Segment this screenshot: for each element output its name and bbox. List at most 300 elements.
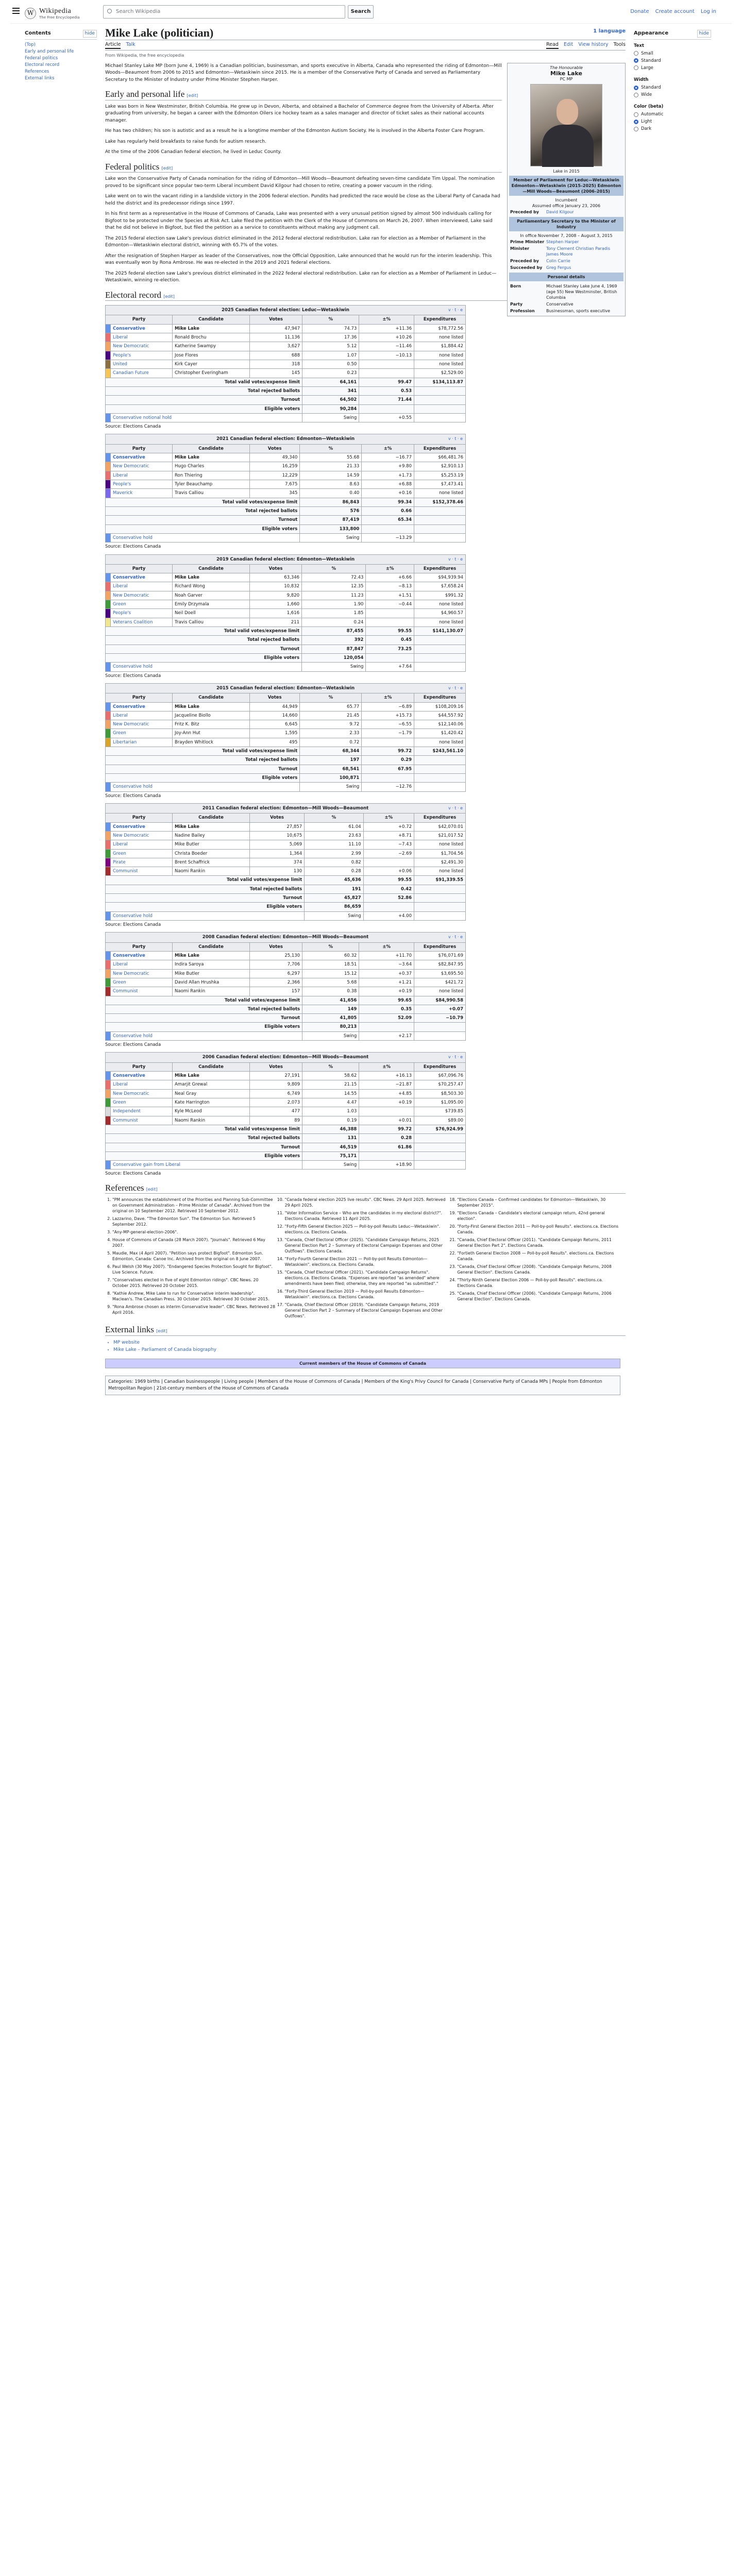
vte-links[interactable]: v · t · e bbox=[448, 685, 463, 690]
election-table bbox=[105, 1052, 466, 1170]
votes-cell: 47,947 bbox=[250, 324, 302, 333]
search-input[interactable] bbox=[103, 5, 345, 19]
table-row bbox=[106, 867, 466, 876]
votes-cell: 25,130 bbox=[250, 951, 302, 960]
reference-item[interactable]: 9. "Rona Ambrose chosen as interim Conservative leader". CBC News. Retrieved 28 April 2016. bbox=[112, 1304, 276, 1315]
reference-item[interactable]: 18. "Elections Canada – Confirmed candidates for Edmonton—Wetaskiwin, 30 September 2015". bbox=[457, 1197, 620, 1208]
party-color-swatch bbox=[106, 462, 111, 471]
votes-cell: 2,073 bbox=[250, 1098, 302, 1107]
toc-item[interactable]: External links bbox=[25, 75, 55, 81]
vte-links[interactable]: v · t · e bbox=[448, 308, 463, 313]
expenditure-cell: $82,847.95 bbox=[414, 960, 466, 969]
party-cell[interactable]: Independent bbox=[111, 1107, 173, 1116]
reference-item[interactable]: 16. "Forty-Third General Election 2019 — Poll-by-poll Results Edmonton—Wetaskiwin". elections.ca. Elections Canada. bbox=[285, 1289, 448, 1300]
infobox-value[interactable]: Greg Fergus bbox=[546, 265, 571, 270]
total-percent: 99.65 bbox=[359, 996, 414, 1005]
party-cell[interactable]: Liberal bbox=[111, 840, 173, 849]
candidate-cell: Ron Thiering bbox=[173, 471, 250, 480]
votes-cell: 44,949 bbox=[250, 702, 300, 711]
expenditure-cell: $3,695.50 bbox=[414, 969, 466, 978]
column-header: Party bbox=[106, 814, 173, 822]
percent-cell: 60.32 bbox=[302, 951, 359, 960]
edit-link[interactable]: [edit] bbox=[146, 1187, 158, 1192]
table-row bbox=[106, 738, 466, 747]
candidate-cell: Kyle McLeod bbox=[173, 1107, 250, 1116]
tab-article[interactable]: Article bbox=[105, 41, 121, 49]
party-cell[interactable]: Green bbox=[111, 600, 173, 609]
candidate-cell: Tyler Beauchamp bbox=[173, 480, 250, 489]
empty-cell bbox=[414, 1161, 466, 1170]
hold-text[interactable]: Conservative gain from Liberal bbox=[111, 1161, 302, 1170]
party-color-swatch bbox=[106, 533, 111, 542]
expenditure-cell: $1,420.42 bbox=[414, 729, 466, 738]
total-votes: 87,847 bbox=[302, 645, 366, 653]
expenditure-cell: $89.00 bbox=[414, 1116, 466, 1125]
percent-cell: 23.63 bbox=[305, 831, 364, 840]
votes-cell: 318 bbox=[250, 360, 302, 368]
hold-text[interactable]: Conservative notional hold bbox=[111, 413, 302, 422]
change-cell: +9.80 bbox=[362, 462, 414, 471]
wikipedia-logo[interactable] bbox=[25, 6, 80, 20]
party-cell[interactable]: People's bbox=[111, 480, 173, 489]
party-color-swatch bbox=[106, 573, 111, 582]
total-expenditure bbox=[414, 386, 466, 395]
reference-item[interactable]: 2. Lazzarino, Dave. "The Edmonton Sun". The Edmonton Sun. Retrieved 5 September 2012. bbox=[112, 1216, 276, 1227]
tab-tools[interactable]: Tools bbox=[613, 41, 626, 47]
total-label: Eligible voters bbox=[106, 404, 302, 413]
percent-cell: 0.72 bbox=[300, 738, 362, 747]
edit-link[interactable]: [edit] bbox=[163, 294, 175, 299]
swing-label[interactable]: Swing bbox=[302, 413, 359, 422]
infobox-key: Profession bbox=[510, 308, 535, 313]
reference-item[interactable]: 6. Paul Welsh (30 May 2007). "Endangered Species Protection Sought for Bigfoot". Live Science. Future. bbox=[112, 1264, 276, 1275]
reference-item[interactable]: 15. "Canada, Chief Electoral Officer (2021). "Candidate Campaign Returns". elections.ca. Elections Canada. "Expenses are reported "as amended" where amendments have been filed; otherwise, they are reported "as submitted"." bbox=[285, 1269, 448, 1286]
appearance-group bbox=[634, 43, 711, 72]
expenditure-cell: none listed bbox=[414, 600, 466, 609]
external-link[interactable]: • MP website bbox=[113, 1339, 626, 1346]
percent-cell: 21.15 bbox=[302, 1080, 359, 1089]
toc-item[interactable]: References bbox=[25, 69, 49, 74]
edit-link[interactable]: [edit] bbox=[156, 1329, 167, 1334]
table-source[interactable]: Source: Elections Canada bbox=[105, 793, 161, 799]
vte-links[interactable]: v · t · e bbox=[448, 556, 463, 562]
table-row bbox=[106, 720, 466, 729]
total-row bbox=[106, 885, 466, 893]
party-cell[interactable]: New Democratic bbox=[111, 969, 173, 978]
percent-cell: 2.33 bbox=[300, 729, 362, 738]
party-cell[interactable]: Green bbox=[111, 729, 173, 738]
column-header: ±% bbox=[362, 693, 414, 702]
candidate-cell: Mike Butler bbox=[173, 840, 250, 849]
table-source[interactable]: Source: Elections Canada bbox=[105, 1042, 161, 1048]
party-cell[interactable]: Liberal bbox=[111, 711, 173, 720]
external-link[interactable]: • Mike Lake – Parliament of Canada biography bbox=[113, 1346, 626, 1353]
total-expenditure: −10.79 bbox=[414, 1014, 466, 1023]
total-row bbox=[106, 516, 466, 524]
infobox-value[interactable]: Stephen Harper bbox=[546, 239, 579, 244]
votes-cell: 10,675 bbox=[250, 831, 305, 840]
election-table bbox=[105, 305, 466, 422]
change-cell: −7.43 bbox=[363, 840, 414, 849]
appearance-group-title: Color (beta) bbox=[634, 104, 664, 110]
swing-label[interactable]: Swing bbox=[302, 1031, 359, 1040]
reference-item[interactable]: 21. "Canada, Chief Electoral Officer (2011). "Candidate Campaign Returns, 2011 General Election Part 2". Elections Canada. bbox=[457, 1237, 620, 1248]
party-cell[interactable]: Conservative bbox=[111, 822, 173, 831]
column-header: Votes bbox=[250, 1062, 302, 1071]
party-cell[interactable]: Liberal bbox=[111, 960, 173, 969]
party-cell[interactable]: Communist bbox=[111, 867, 173, 876]
appearance-radio[interactable] bbox=[634, 64, 711, 72]
reference-item[interactable]: 22. "Fortieth General Election 2008 — Poll-by-poll Results". elections.ca. Elections Canada. bbox=[457, 1250, 620, 1262]
total-row bbox=[106, 386, 466, 395]
swing-label[interactable]: Swing bbox=[300, 783, 362, 791]
total-label: Eligible voters bbox=[106, 903, 305, 911]
vte-links[interactable]: v · t · e bbox=[448, 935, 463, 940]
table-source[interactable]: Source: Elections Canada bbox=[105, 922, 161, 928]
total-label: Total rejected ballots bbox=[106, 885, 305, 893]
reference-item[interactable]: 13. "Canada, Chief Electoral Officer (2025). "Candidate Campaign Returns, 2025 General Election Part 2 – Summary of Electoral Campaign Expenses and Other Outflows". Elections Canada. bbox=[285, 1237, 448, 1254]
candidate-cell: Ronald Brochu bbox=[173, 333, 250, 342]
candidate-cell: Naomi Rankin bbox=[173, 987, 250, 996]
swing-label[interactable]: Swing bbox=[302, 663, 366, 671]
hold-text[interactable]: Conservative hold bbox=[111, 533, 300, 542]
total-row bbox=[106, 636, 466, 645]
total-votes: 576 bbox=[300, 506, 362, 515]
swing-label[interactable]: Swing bbox=[305, 911, 364, 920]
infobox-value: Businessman, sports executive bbox=[546, 308, 611, 313]
party-cell[interactable]: Canadian Future bbox=[111, 369, 173, 378]
party-cell[interactable]: Conservative bbox=[111, 324, 173, 333]
table-caption bbox=[105, 305, 466, 315]
votes-cell: 1,660 bbox=[250, 600, 302, 609]
votes-cell: 6,297 bbox=[250, 969, 302, 978]
reference-item[interactable]: 11. "Voter Information Service – Who are the candidates in my electoral district?". Elections Canada. Retrieved 11 April 2025. bbox=[285, 1210, 448, 1222]
party-cell[interactable]: New Democratic bbox=[111, 831, 173, 840]
reference-item[interactable]: 4. House of Commons of Canada (28 March 2007). "Journals". Retrieved 6 May 2007. bbox=[112, 1237, 276, 1248]
party-cell[interactable]: New Democratic bbox=[111, 1089, 173, 1098]
total-row bbox=[106, 1151, 466, 1160]
expenditure-cell: $739.85 bbox=[414, 1107, 466, 1116]
percent-cell: 61.04 bbox=[305, 822, 364, 831]
votes-cell: 345 bbox=[250, 489, 300, 498]
tab-edit[interactable]: Edit bbox=[563, 41, 574, 47]
appearance-group bbox=[634, 104, 711, 132]
total-row bbox=[106, 894, 466, 903]
reference-item[interactable]: 3. "Any-MP-general-election-2006". bbox=[112, 1229, 276, 1235]
party-color-swatch bbox=[106, 369, 111, 378]
electoral-heading: Electoral record [edit] bbox=[105, 292, 626, 301]
total-expenditure bbox=[414, 756, 466, 765]
column-header: Votes bbox=[250, 564, 302, 573]
paragraph: In his first term as a representative in the House of Commons of Canada, Lake was presented with a very unusual petition signed by almost 500 individuals calling for Bigfoot to be protected under the Species at Risk Act. Lake filed the petition with the Clerk of the House of Commons on March 26, 2007. When interviewed, Lake said that he did not believe in Bigfoot, but filed the petition as a service to constituents without making any judgment call. bbox=[105, 211, 493, 231]
radio-icon bbox=[634, 120, 638, 124]
change-cell: +6.88 bbox=[362, 480, 414, 489]
party-color-swatch bbox=[106, 663, 111, 671]
appearance-panel bbox=[634, 30, 711, 138]
portrait-photo[interactable] bbox=[530, 84, 602, 166]
party-cell[interactable]: New Democratic bbox=[111, 720, 173, 729]
table-row bbox=[106, 987, 466, 996]
expenditure-cell: $421.72 bbox=[414, 978, 466, 987]
hold-text[interactable]: Conservative hold bbox=[111, 783, 300, 791]
percent-cell: 0.38 bbox=[302, 987, 359, 996]
hold-text[interactable]: Conservative hold bbox=[111, 663, 302, 671]
total-percent: 0.53 bbox=[359, 386, 414, 395]
party-cell[interactable]: United bbox=[111, 360, 173, 368]
infobox-honorific: The Honourable bbox=[550, 65, 583, 70]
party-cell[interactable]: Liberal bbox=[111, 582, 173, 591]
radio-label: Automatic bbox=[641, 112, 664, 117]
total-row bbox=[106, 774, 466, 783]
change-cell bbox=[359, 360, 414, 368]
appearance-radio[interactable] bbox=[634, 50, 711, 57]
party-color-swatch bbox=[106, 591, 111, 600]
hold-text[interactable]: Conservative hold bbox=[111, 911, 305, 920]
appearance-group bbox=[634, 77, 711, 98]
total-votes: 80,213 bbox=[302, 1023, 359, 1031]
appearance-hide-button[interactable]: hide bbox=[697, 30, 711, 38]
column-header: % bbox=[302, 1062, 359, 1071]
total-label: Total valid votes/expense limit bbox=[106, 996, 302, 1005]
vte-links[interactable]: v · t · e bbox=[448, 1055, 463, 1060]
total-row bbox=[106, 1023, 466, 1031]
change-cell bbox=[362, 738, 414, 747]
reference-item[interactable]: 7. "Conservatives elected in five of eight Edmonton ridings". CBC News. 20 October 2015. Retrieved 20 October 2015. bbox=[112, 1277, 276, 1289]
party-cell[interactable]: Liberal bbox=[111, 471, 173, 480]
paragraph: Lake was born in New Westminster, British Columbia. He grew up in Devon, Alberta, and obtained a Bachelor of Commerce degree from the University of Alberta. After graduating from university, he began a career with the Edmonton Oilers ice hockey team as a sales manager and director of ticket sales as their national accounts manager. bbox=[105, 104, 494, 123]
swing-label[interactable]: Swing bbox=[300, 533, 362, 542]
candidate-cell: Brayden Whitlock bbox=[173, 738, 250, 747]
party-cell[interactable]: New Democratic bbox=[111, 462, 173, 471]
table-row bbox=[106, 324, 466, 333]
votes-cell: 27,857 bbox=[250, 822, 305, 831]
expenditure-cell: $4,960.57 bbox=[414, 609, 466, 618]
appearance-radio[interactable] bbox=[634, 125, 711, 132]
reference-item[interactable]: 25. "Canada, Chief Electoral Officer (2006). "Candidate Campaign Returns, 2006 General Election". Elections Canada. bbox=[457, 1291, 620, 1302]
party-cell[interactable]: Libertarian bbox=[111, 738, 173, 747]
party-cell[interactable]: Conservative bbox=[111, 951, 173, 960]
expenditure-cell: $70,257.47 bbox=[414, 1080, 466, 1089]
toc-item[interactable]: (Top) bbox=[25, 42, 36, 47]
reference-item[interactable]: 1. "PM announces the establishment of the Priorities and Planning Sub-Committee on Government Administration – Prime Minister of Canada". Archived from the original on 10 September 2012. Retrieved 10 September 2012. bbox=[112, 1197, 276, 1214]
total-percent bbox=[362, 774, 414, 783]
total-votes: 90,284 bbox=[302, 404, 359, 413]
total-label: Total rejected ballots bbox=[106, 386, 302, 395]
table-source[interactable]: Source: Elections Canada bbox=[105, 544, 161, 550]
toc-item[interactable]: Early and personal life bbox=[25, 48, 74, 54]
preceded-value[interactable]: David Kilgour bbox=[546, 209, 574, 214]
empty-cell bbox=[414, 783, 466, 791]
total-votes: 87,455 bbox=[302, 627, 366, 636]
reference-item[interactable]: 12. "Forty-Fifth General Election 2025 — Poll-by-poll Results Leduc—Wetaskiwin". elections.ca. Elections Canada. bbox=[285, 1224, 448, 1235]
edit-link[interactable]: [edit] bbox=[161, 165, 173, 171]
appearance-radio[interactable] bbox=[634, 57, 711, 64]
column-header: Candidate bbox=[173, 693, 250, 702]
total-row bbox=[106, 404, 466, 413]
header-row bbox=[106, 444, 466, 453]
party-color-swatch bbox=[106, 729, 111, 738]
votes-cell: 3,627 bbox=[250, 342, 302, 351]
vte-links[interactable]: v · t · e bbox=[448, 436, 463, 442]
total-votes: 133,800 bbox=[300, 524, 362, 533]
party-color-swatch bbox=[106, 1116, 111, 1125]
votes-cell: 7,675 bbox=[250, 480, 300, 489]
column-header: Expenditures bbox=[414, 1062, 466, 1071]
party-cell[interactable]: Conservative bbox=[111, 573, 173, 582]
total-percent: 0.28 bbox=[359, 1134, 414, 1143]
appearance-radio[interactable] bbox=[634, 118, 711, 125]
votes-cell: 130 bbox=[250, 867, 305, 876]
wordmark: Wikipedia bbox=[39, 7, 72, 15]
reference-item[interactable]: 24. "Thirty-Ninth General Election 2006 — Poll-by-poll Results". elections.ca. Elections Canada. bbox=[457, 1277, 620, 1289]
toc-hide-button[interactable]: hide bbox=[83, 30, 97, 38]
radio-label: Light bbox=[641, 119, 652, 125]
appearance-radio[interactable] bbox=[634, 111, 711, 118]
language-button[interactable]: 1 language bbox=[593, 28, 626, 34]
tab-view-history[interactable]: View history bbox=[578, 41, 609, 47]
tab-read[interactable]: Read bbox=[546, 41, 559, 49]
total-label: Total rejected ballots bbox=[106, 506, 300, 515]
expenditure-cell: $1,095.00 bbox=[414, 1098, 466, 1107]
vte-links[interactable]: v · t · e bbox=[448, 805, 463, 810]
column-header: Party bbox=[106, 1062, 173, 1071]
party-cell[interactable]: Conservative bbox=[111, 1072, 173, 1080]
expenditure-cell: $991.32 bbox=[414, 591, 466, 600]
categories-box[interactable]: Categories: 1969 births | Canadian businesspeople | Living people | Members of the House of Commons of Canada | Members of the King's Privy Council for Canada | Conservative Party of Canada MPs | People from Edmonton Metropolitan Region | 21st-century members of the House of Commons of Canada bbox=[105, 1376, 620, 1395]
party-cell[interactable]: People's bbox=[111, 351, 173, 360]
reference-item[interactable]: 20. "Forty-First General Election 2011 — Poll-by-poll Results". elections.ca. Elections Canada. bbox=[457, 1224, 620, 1235]
login-link[interactable]: Log in bbox=[700, 9, 716, 14]
party-cell[interactable]: Green bbox=[111, 978, 173, 987]
table-row bbox=[106, 1107, 466, 1116]
toc-item[interactable]: Federal politics bbox=[25, 55, 58, 61]
radio-icon bbox=[634, 58, 638, 63]
paragraph: Lake went on to win the vacant riding in a landslide victory in the 2006 federal election. Pundits had predicted the race would be close as the Liberal Party of Canada had held the district and its predecessor ridings since 1997. bbox=[105, 194, 500, 206]
table-row bbox=[106, 1098, 466, 1107]
party-cell[interactable]: Maverick bbox=[111, 489, 173, 498]
party-cell[interactable]: Communist bbox=[111, 1116, 173, 1125]
total-row bbox=[106, 396, 466, 404]
navbox-title[interactable]: Current members of the House of Commons of Canada bbox=[106, 1359, 620, 1368]
hold-text[interactable]: Conservative hold bbox=[111, 1031, 302, 1040]
table-source[interactable]: Source: Elections Canada bbox=[105, 424, 161, 430]
percent-cell: 58.62 bbox=[302, 1072, 359, 1080]
party-cell[interactable]: Conservative bbox=[111, 453, 173, 462]
party-cell[interactable]: Communist bbox=[111, 987, 173, 996]
change-cell: +0.37 bbox=[359, 969, 414, 978]
table-row bbox=[106, 951, 466, 960]
column-header: Votes bbox=[250, 814, 305, 822]
create-account-link[interactable]: Create account bbox=[655, 9, 695, 14]
column-header: % bbox=[302, 942, 359, 951]
total-percent: 52.09 bbox=[359, 1014, 414, 1023]
votes-cell: 16,259 bbox=[250, 462, 300, 471]
party-cell[interactable]: Green bbox=[111, 849, 173, 858]
party-cell[interactable]: People's bbox=[111, 609, 173, 618]
expenditure-cell: $2,491.30 bbox=[414, 858, 466, 867]
expenditure-cell: none listed bbox=[414, 840, 466, 849]
tab-talk[interactable]: Talk bbox=[126, 41, 136, 47]
search-button[interactable]: Search bbox=[348, 5, 374, 19]
table-row bbox=[106, 1089, 466, 1098]
infobox-value[interactable]: Tony Clement Christian Paradis James Moore bbox=[546, 246, 611, 257]
table-row bbox=[106, 351, 466, 360]
donate-link[interactable]: Donate bbox=[630, 9, 649, 14]
party-cell[interactable]: New Democratic bbox=[111, 342, 173, 351]
total-label: Total rejected ballots bbox=[106, 1134, 302, 1143]
reference-item[interactable]: 14. "Forty-Fourth General Election 2021 — Poll-by-poll Results Edmonton—Wetaskiwin". elections.ca. Elections Canada. bbox=[285, 1256, 448, 1267]
swing-label[interactable]: Swing bbox=[302, 1161, 359, 1170]
reference-item[interactable]: 5. Maudie, Max (4 April 2007). "Petition says protect Bigfoot". Edmonton Sun. Edmonton, Canada: Canoe Inc. Archived from the original on 8 June 2007. bbox=[112, 1250, 276, 1262]
total-votes: 197 bbox=[300, 756, 362, 765]
reference-item[interactable]: 8. "Kathie Andrew, Mike Lake to run for Conservative interim leadership". Maclean's. The Canadian Press. 30 October 2015. Retrieved 30 October 2015. bbox=[112, 1291, 276, 1302]
total-label: Total rejected ballots bbox=[106, 1005, 302, 1013]
appearance-radio[interactable] bbox=[634, 91, 711, 98]
toc-item[interactable]: Electoral record bbox=[25, 62, 60, 67]
change-cell: +10.26 bbox=[359, 333, 414, 342]
main-menu-icon[interactable] bbox=[12, 8, 20, 14]
reference-item[interactable]: 10. "Canada federal election 2025 live results". CBC News. 29 April 2025. Retrieved 29 April 2025. bbox=[285, 1197, 448, 1208]
table-caption bbox=[105, 1052, 466, 1062]
change-cell: +6.66 bbox=[366, 573, 414, 582]
reference-item[interactable]: 23. "Canada, Chief Electoral Officer (2008). "Candidate Campaign Returns, 2008 General Election". Elections Canada. bbox=[457, 1264, 620, 1275]
percent-cell: 55.68 bbox=[300, 453, 362, 462]
change-cell: +1.51 bbox=[366, 591, 414, 600]
swing-value: +4.00 bbox=[363, 911, 414, 920]
party-color-swatch bbox=[106, 960, 111, 969]
total-expenditure bbox=[414, 516, 466, 524]
expenditure-cell: $94,939.94 bbox=[414, 573, 466, 582]
party-color-swatch bbox=[106, 342, 111, 351]
percent-cell: 14.59 bbox=[300, 471, 362, 480]
edit-link[interactable]: [edit] bbox=[187, 93, 198, 98]
candidate-cell: Travis Calliou bbox=[173, 618, 250, 626]
secretary-band: Parliamentary Secretary to the Minister of Industry bbox=[509, 217, 623, 231]
party-cell[interactable]: Liberal bbox=[111, 333, 173, 342]
infobox-value[interactable]: Colin Carrie bbox=[546, 258, 570, 263]
party-cell[interactable]: Liberal bbox=[111, 1080, 173, 1089]
votes-cell: 14,660 bbox=[250, 711, 300, 720]
total-votes: 87,419 bbox=[300, 516, 362, 524]
column-header: Candidate bbox=[173, 444, 250, 453]
party-color-swatch bbox=[106, 1072, 111, 1080]
total-expenditure bbox=[414, 765, 466, 773]
party-color-swatch bbox=[106, 582, 111, 591]
reference-item[interactable]: 19. "Elections Canada – Candidate's electoral campaign return, 42nd general election". bbox=[457, 1210, 620, 1222]
appearance-radio[interactable] bbox=[634, 84, 711, 91]
reference-item[interactable]: 17. "Canada, Chief Electoral Officer (2019). "Candidate Campaign Returns, 2019 General Election Part 2 – Summary of Electoral Campaign Expenses and Other Outflows". bbox=[285, 1302, 448, 1319]
party-cell[interactable]: Pirate bbox=[111, 858, 173, 867]
candidate-cell: Christa Boeder bbox=[173, 849, 250, 858]
party-cell[interactable]: Conservative bbox=[111, 702, 173, 711]
party-cell[interactable]: Green bbox=[111, 1098, 173, 1107]
percent-cell: 18.51 bbox=[302, 960, 359, 969]
table-row bbox=[106, 471, 466, 480]
table-row bbox=[106, 609, 466, 618]
table-source[interactable]: Source: Elections Canada bbox=[105, 673, 161, 679]
expenditure-cell: $8,503.30 bbox=[414, 1089, 466, 1098]
party-cell[interactable]: Veterans Coalition bbox=[111, 618, 173, 626]
caption-text: 2021 Canadian federal election: Edmonton—Wetaskiwin bbox=[216, 436, 355, 442]
percent-cell: 11.10 bbox=[305, 840, 364, 849]
party-cell[interactable]: New Democratic bbox=[111, 591, 173, 600]
photo-caption: Lake in 2015 bbox=[553, 168, 580, 174]
change-cell: −16.77 bbox=[362, 453, 414, 462]
table-source[interactable]: Source: Elections Canada bbox=[105, 1171, 161, 1177]
expenditure-cell: $67,096.76 bbox=[414, 1072, 466, 1080]
expenditure-cell: $7,473.41 bbox=[414, 480, 466, 489]
total-votes: 64,502 bbox=[302, 396, 359, 404]
